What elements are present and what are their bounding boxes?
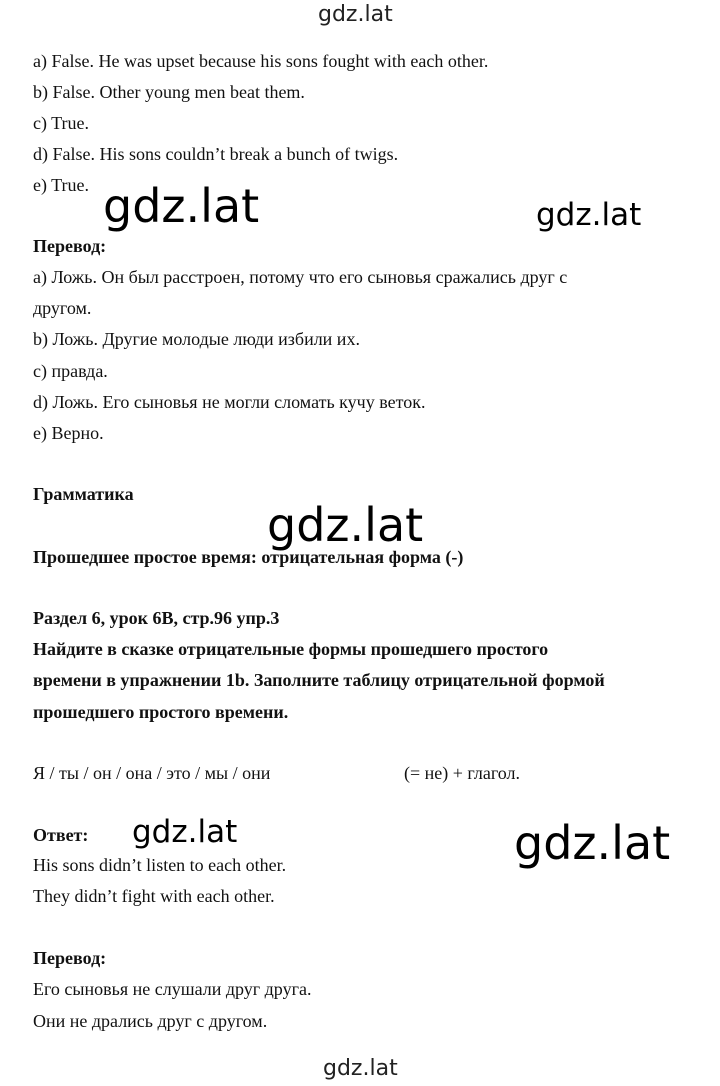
- english-answer-d: d) False. His sons couldn’t break a bunch of twigs.: [33, 144, 399, 164]
- watermark-large-3: gdz.lat: [514, 816, 671, 870]
- answer-line-1: His sons didn’t listen to each other.: [33, 855, 287, 875]
- grammar-subheading: Прошедшее простое время: отрицательная форма (-): [33, 547, 464, 567]
- watermark-medium-2: gdz.lat: [132, 814, 238, 850]
- english-answer-b: b) False. Other young men beat them.: [33, 82, 305, 102]
- english-answer-e: e) True.: [33, 175, 90, 195]
- translation-line-b: b) Ложь. Другие молодые люди избили их.: [33, 329, 360, 349]
- english-answer-a: a) False. He was upset because his sons fought with each other.: [33, 51, 489, 71]
- watermark-top: gdz.lat: [318, 2, 393, 27]
- translation-line-d: d) Ложь. Его сыновья не могли сломать кучу веток.: [33, 392, 426, 412]
- translation-line-e: e) Верно.: [33, 423, 104, 443]
- table-subjects: Я / ты / он / она / это / мы / они: [33, 763, 271, 783]
- grammar-heading: Грамматика: [33, 484, 134, 504]
- translation-heading: Перевод:: [33, 236, 107, 256]
- translation-line-c: c) правда.: [33, 361, 108, 381]
- english-answer-c: c) True.: [33, 113, 90, 133]
- translation-line-a-cont: другом.: [33, 298, 92, 318]
- task-line-1: Найдите в сказке отрицательные формы прошедшего простого: [33, 639, 549, 659]
- watermark-medium-1: gdz.lat: [536, 197, 642, 233]
- answer-heading: Ответ:: [33, 825, 89, 845]
- watermark-large-1: gdz.lat: [103, 179, 260, 233]
- watermark-large-2: gdz.lat: [267, 498, 424, 552]
- watermark-bottom: gdz.lat: [323, 1056, 398, 1081]
- task-line-2: времени в упражнении 1b. Заполните таблицу отрицательной формой: [33, 670, 605, 690]
- translation2-line-2: Они не дрались друг с другом.: [33, 1011, 268, 1031]
- task-line-3: прошедшего простого времени.: [33, 702, 289, 722]
- translation-line-a: a) Ложь. Он был расстроен, потому что его сыновья сражались друг с: [33, 267, 568, 287]
- answer-line-2: They didn’t fight with each other.: [33, 886, 275, 906]
- table-rule: (= не) + глагол.: [404, 763, 521, 783]
- exercise-reference: Раздел 6, урок 6В, стр.96 упр.3: [33, 608, 280, 628]
- translation2-heading: Перевод:: [33, 948, 107, 968]
- translation2-line-1: Его сыновья не слушали друг друга.: [33, 979, 312, 999]
